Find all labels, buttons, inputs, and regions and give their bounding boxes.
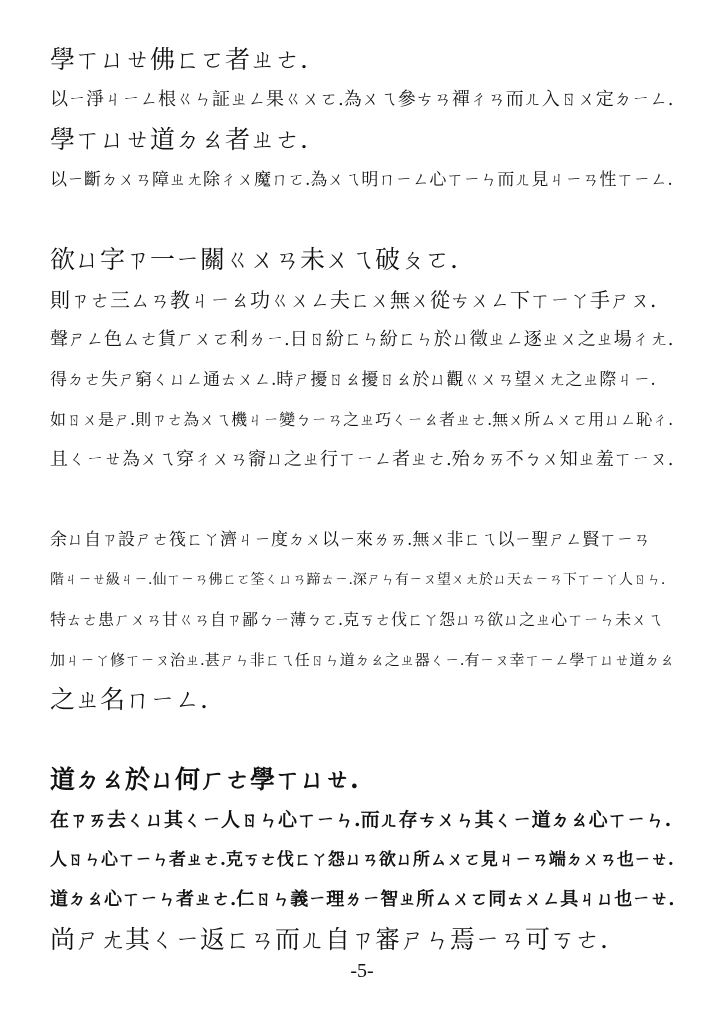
- text-line: 得ㄉㄜ失ㄕ窮ㄑㄩㄥ通ㄊㄨㄥ.時ㄕ擾ㄖㄠ擾ㄖㄠ於ㄩ觀ㄍㄨㄢ望ㄨㄤ之ㄓ際ㄐㄧ.: [50, 370, 656, 390]
- text-line: 尚ㄕㄤ其ㄑㄧ返ㄈㄢ而ㄦ自ㄗ審ㄕㄣ焉ㄧㄢ可ㄎㄜ.: [50, 925, 608, 954]
- text-line: 以ㄧ淨ㄐㄧㄥ根ㄍㄣ証ㄓㄥ果ㄍㄨㄛ.為ㄨㄟ參ㄘㄢ禪ㄔㄢ而ㄦ入ㄖㄨ定ㄉㄧㄥ.: [50, 89, 674, 110]
- text-line: 人ㄖㄣ心ㄒㄧㄣ者ㄓㄜ.克ㄎㄜ伐ㄈㄚ怨ㄩㄢ欲ㄩ所ㄙㄨㄛ見ㄐㄧㄢ端ㄉㄨㄢ也ㄧㄝ.: [50, 850, 674, 870]
- page-number: -5-: [350, 960, 374, 982]
- text-line: 則ㄗㄜ三ㄙㄢ教ㄐㄧㄠ功ㄍㄨㄥ夫ㄈㄨ無ㄨ從ㄘㄨㄥ下ㄒㄧㄚ手ㄕㄡ.: [50, 288, 657, 312]
- text-line: 加ㄐㄧㄚ修ㄒㄧㄡ治ㄓ.甚ㄕㄣ非ㄈㄟ任ㄖㄣ道ㄉㄠ之ㄓ器ㄑㄧ.有ㄧㄡ幸ㄒㄧㄥ學ㄒㄩㄝ道ㄉㄠ: [50, 651, 675, 669]
- text-line: 道ㄉㄠ於ㄩ何ㄏㄜ學ㄒㄩㄝ.: [50, 765, 359, 794]
- text-line: 階ㄐㄧㄝ級ㄐㄧ.仙ㄒㄧㄢ佛ㄈㄛ筌ㄑㄩㄢ蹄ㄊㄧ.深ㄕㄣ有ㄧㄡ望ㄨㄤ於ㄩ天ㄊㄧㄢ下ㄒㄧㄚ人ㄖㄣ.: [50, 572, 666, 588]
- text-line: 以ㄧ斷ㄉㄨㄢ障ㄓㄤ除ㄔㄨ魔ㄇㄛ.為ㄨㄟ明ㄇㄧㄥ心ㄒㄧㄣ而ㄦ見ㄐㄧㄢ性ㄒㄧㄥ.: [50, 170, 673, 190]
- text-line: 在ㄗㄞ去ㄑㄩ其ㄑㄧ人ㄖㄣ心ㄒㄧㄣ.而ㄦ存ㄘㄨㄣ其ㄑㄧ道ㄉㄠ心ㄒㄧㄣ.: [50, 809, 672, 831]
- text-line: 道ㄉㄠ心ㄒㄧㄣ者ㄓㄜ.仁ㄖㄣ義ㄧ理ㄌㄧ智ㄓ所ㄙㄨㄛ同ㄊㄨㄥ具ㄐㄩ也ㄧㄝ.: [50, 889, 675, 910]
- text-line: 欲ㄩ字ㄗ一ㄧ關ㄍㄨㄢ未ㄨㄟ破ㄆㄛ.: [50, 245, 458, 274]
- text-line: 特ㄊㄜ患ㄏㄨㄢ甘ㄍㄢ自ㄗ鄙ㄅㄧ薄ㄅㄛ.克ㄎㄜ伐ㄈㄚ怨ㄩㄢ欲ㄩ之ㄓ心ㄒㄧㄣ未ㄨㄟ: [50, 610, 664, 629]
- text-line: 學ㄒㄩㄝ佛ㄈㄛ者ㄓㄜ.: [50, 45, 308, 74]
- text-line: 余ㄩ自ㄗ設ㄕㄜ筏ㄈㄚ濟ㄐㄧ度ㄉㄨ以ㄧ來ㄌㄞ.無ㄨ非ㄈㄟ以ㄧ聖ㄕㄥ賢ㄒㄧㄢ: [50, 530, 651, 550]
- text-line: 如ㄖㄨ是ㄕ.則ㄗㄜ為ㄨㄟ機ㄐㄧ變ㄅㄧㄢ之ㄓ巧ㄑㄧㄠ者ㄓㄜ.無ㄨ所ㄙㄨㄛ用ㄩㄥ恥ㄔ.: [50, 410, 674, 429]
- text-line: 之ㄓ名ㄇㄧㄥ.: [50, 685, 208, 714]
- text-line: 且ㄑㄧㄝ為ㄨㄟ穿ㄔㄨㄢ窬ㄩ之ㄓ行ㄒㄧㄥ者ㄓㄜ.殆ㄉㄞ不ㄅㄨ知ㄓ羞ㄒㄧㄡ.: [50, 449, 674, 470]
- text-line: 學ㄒㄩㄝ道ㄉㄠ者ㄓㄜ.: [50, 125, 308, 154]
- text-line: 聲ㄕㄥ色ㄙㄜ貨ㄏㄨㄛ利ㄌㄧ.日ㄖ紛ㄈㄣ紛ㄈㄣ於ㄩ徵ㄓㄥ逐ㄓㄨ之ㄓ場ㄔㄤ.: [50, 329, 674, 350]
